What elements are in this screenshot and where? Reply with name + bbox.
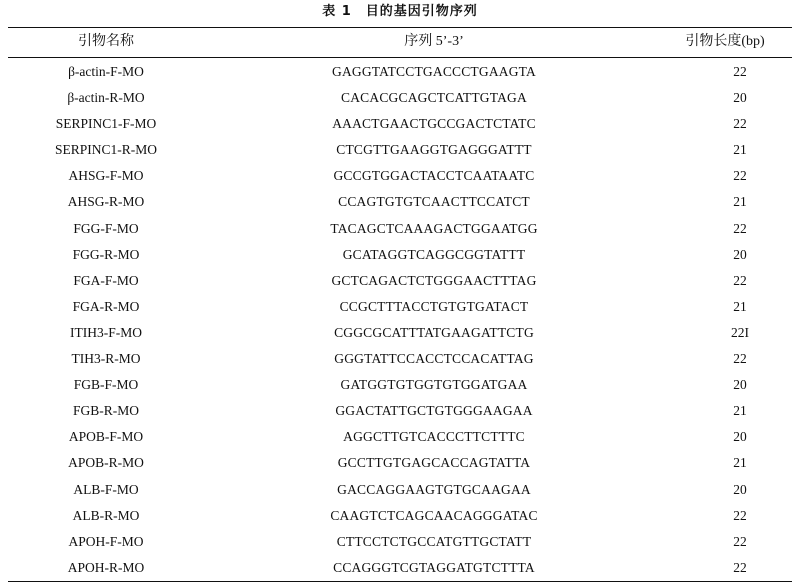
table-row bbox=[8, 110, 792, 136]
primer-name-cell: APOH-F-MO bbox=[68, 533, 144, 549]
table-row bbox=[8, 241, 792, 267]
sequence-cell: CTCGTTGAAGGTGAGGGATTT bbox=[336, 142, 532, 158]
primer-length-cell: 22 bbox=[733, 220, 747, 236]
primer-name-cell: FGG-F-MO bbox=[73, 220, 139, 236]
sequence-cell: CAAGTCTCAGCAACAGGGATAC bbox=[330, 507, 538, 523]
primer-name-cell: β-actin-R-MO bbox=[67, 90, 145, 106]
primer-length-cell: 21 bbox=[733, 298, 747, 314]
primer-name-cell: APOB-R-MO bbox=[68, 455, 144, 471]
primer-name-cell: AHSG-R-MO bbox=[67, 194, 145, 210]
table-row bbox=[8, 215, 792, 241]
primer-name-cell: FGA-R-MO bbox=[72, 298, 140, 314]
table-header bbox=[8, 30, 792, 54]
sequence-cell: GACCAGGAAGTGTGCAAGAA bbox=[337, 481, 531, 497]
header-sequence: 序列 5’-3’ bbox=[404, 34, 464, 49]
table-row bbox=[8, 528, 792, 554]
top-rule bbox=[8, 27, 792, 28]
sequence-cell: CCAGTGTGTCAACTTCCATCT bbox=[338, 194, 530, 210]
primer-length-cell: 20 bbox=[733, 429, 747, 445]
sequence-cell: CCAGGGTCGTAGGATGTCTTTA bbox=[333, 559, 535, 575]
primer-length-cell: 22 bbox=[733, 533, 747, 549]
primer-length-cell: 22 bbox=[733, 351, 747, 367]
table-row bbox=[8, 136, 792, 162]
primer-name-cell: FGB-F-MO bbox=[73, 377, 139, 393]
table-row bbox=[8, 502, 792, 528]
sequence-cell: GCATAGGTCAGGCGGTATTT bbox=[342, 246, 526, 262]
sequence-cell: CGGCGCATTTATGAAGATTCTG bbox=[334, 324, 534, 340]
primer-name-cell: SERPINC1-R-MO bbox=[54, 142, 157, 158]
sequence-cell: GCTCAGACTCTGGGAACTTTAG bbox=[331, 272, 537, 288]
primer-length-cell: 21 bbox=[733, 403, 747, 419]
bottom-rule bbox=[8, 581, 792, 582]
primer-length-cell: 20 bbox=[733, 246, 747, 262]
primer-name-cell: TIH3-R-MO bbox=[71, 351, 141, 367]
sequence-cell: AAACTGAACTGCCGACTCTATC bbox=[332, 116, 536, 132]
sequence-cell: AGGCTTGTCACCCTTCTTTC bbox=[343, 429, 525, 445]
header-primer-length: 引物长度(bp) bbox=[685, 34, 765, 49]
primer-length-cell: 22 bbox=[733, 272, 747, 288]
sequence-cell: GGGTATTCCACCTCCACATTAG bbox=[334, 351, 534, 367]
primer-length-cell: 20 bbox=[733, 481, 747, 497]
table-row bbox=[8, 476, 792, 502]
table-row bbox=[8, 423, 792, 449]
primer-name-cell: ITIH3-F-MO bbox=[70, 324, 142, 340]
table-row bbox=[8, 554, 792, 580]
table-row bbox=[8, 449, 792, 475]
primer-name-cell: FGB-R-MO bbox=[72, 403, 139, 419]
table-row bbox=[8, 84, 792, 110]
primer-length-cell: 22 bbox=[733, 116, 747, 132]
sequence-cell: GAGGTATCCTGACCCTGAAGTA bbox=[332, 64, 536, 79]
table-caption bbox=[0, 3, 800, 21]
table-row bbox=[8, 293, 792, 319]
primer-name-cell: ALB-F-MO bbox=[73, 481, 139, 497]
sequence-cell: CCGCTTTACCTGTGTGATACT bbox=[339, 298, 529, 314]
primer-length-cell: 22 bbox=[733, 507, 747, 523]
table-row bbox=[8, 188, 792, 214]
sequence-cell: GATGGTGTGGTGTGGATGAA bbox=[340, 377, 528, 393]
table-body bbox=[8, 58, 792, 580]
table-row bbox=[8, 267, 792, 293]
sequence-cell: GCCGTGGACTACCTCAATAATC bbox=[333, 168, 535, 184]
table-row bbox=[8, 162, 792, 188]
primer-name-cell: APOH-R-MO bbox=[67, 559, 145, 575]
primer-name-cell: ALB-R-MO bbox=[72, 507, 140, 523]
table-row bbox=[8, 345, 792, 371]
sequence-cell: TACAGCTCAAAGACTGGAATGG bbox=[330, 220, 538, 236]
table-row bbox=[8, 58, 792, 84]
header-primer-name: 引物名称 bbox=[78, 34, 134, 49]
primer-length-cell: 20 bbox=[733, 90, 747, 106]
sequence-cell: CACACGCAGCTCATTGTAGA bbox=[341, 90, 527, 106]
sequence-cell: GCCTTGTGAGCACCAGTATTA bbox=[337, 455, 531, 471]
table-number: 表 1 bbox=[322, 4, 352, 19]
primer-length-cell: 21 bbox=[733, 194, 747, 210]
primer-name-cell: APOB-F-MO bbox=[68, 429, 144, 445]
primer-length-cell: 22 bbox=[733, 559, 747, 575]
primer-name-cell: FGA-F-MO bbox=[73, 272, 139, 288]
primer-length-cell: 22 bbox=[733, 168, 747, 184]
table-title: 目的基因引物序列 bbox=[365, 4, 478, 19]
table-row bbox=[8, 397, 792, 423]
table-row bbox=[8, 319, 792, 345]
primer-name-cell: FGG-R-MO bbox=[72, 246, 140, 262]
primer-length-cell: 20 bbox=[733, 377, 747, 393]
primer-name-cell: AHSG-F-MO bbox=[68, 168, 144, 184]
primer-length-cell: 21 bbox=[733, 455, 747, 471]
sequence-cell: CTTCCTCTGCCATGTTGCTATT bbox=[336, 533, 532, 549]
primer-length-cell: 21 bbox=[733, 142, 747, 158]
primer-length-cell: 22I bbox=[731, 324, 749, 340]
primer-length-cell: 22 bbox=[733, 64, 747, 79]
table-row bbox=[8, 371, 792, 397]
sequence-cell: GGACTATTGCTGTGGGAAGAA bbox=[335, 403, 533, 419]
primer-name-cell: β-actin-F-MO bbox=[68, 64, 144, 79]
primer-name-cell: SERPINC1-F-MO bbox=[55, 116, 157, 132]
